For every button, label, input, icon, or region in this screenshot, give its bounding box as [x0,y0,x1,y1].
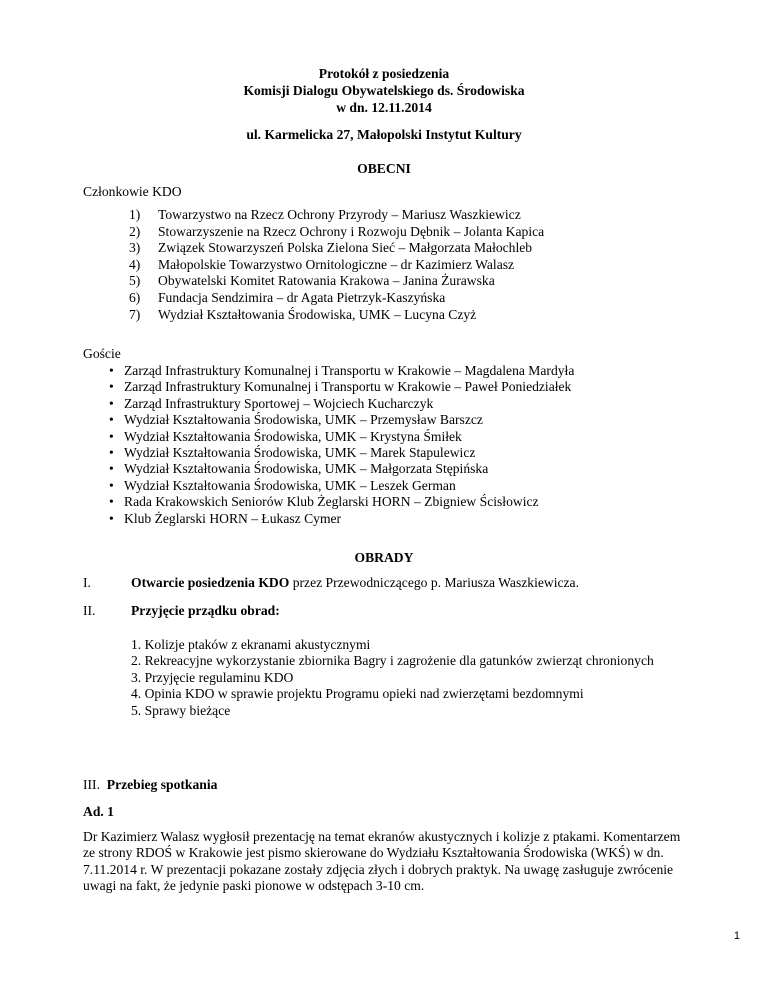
item-number: 3) [129,240,141,256]
section-bold-title: Otwarcie posiedzenia KDO [131,575,290,590]
title-line-2: Komisji Dialogu Obywatelskiego ds. Środowiska [243,83,525,98]
list-item [129,207,544,224]
item-number: 6) [129,289,141,305]
item-number: 1) [129,207,141,222]
item-text: Rada Krakowskich Seniorów Klub Żeglarski HORN – Zbigniew Ścisłowicz [124,494,539,510]
agenda-item: 2. Rekreacyjne wykorzystanie zbiornika Bagry i zagrożenie dla gatunków zwierząt chronionych [131,653,654,669]
section-text [131,575,579,591]
bullet-icon: • [109,363,114,378]
title-line-3: w dn. 12.11.2014 [336,100,432,115]
agenda-item: 5. Sprawy bieżące [131,702,231,718]
section-3 [83,777,217,793]
members-list [129,207,544,323]
bullet-icon: • [109,494,114,510]
item-text: Wydział Kształtowania Środowiska, UMK – Marek Stapulewicz [124,444,476,460]
agenda-item: 4. Opinia KDO w sprawie projektu Programu opieki nad zwierzętami bezdomnymi [131,686,584,702]
section-rest-text: przez Przewodniczącego p. Mariusza Waszkiewicza. [289,575,579,590]
item-text: Towarzystwo na Rzecz Ochrony Przyrody – Mariusz Waszkiewicz [158,207,521,222]
item-text: Wydział Kształtowania Środowiska, UMK – Krystyna Śmiłek [124,428,462,444]
list-item [106,379,574,395]
list-item [106,396,574,412]
bullet-icon: • [109,379,114,395]
list-item [129,290,544,307]
list-item [129,307,544,324]
meeting-address: ul. Karmelicka 27, Małopolski Instytut Kultury [246,127,522,142]
item-text: Obywatelski Komitet Ratowania Krakowa – Janina Żurawska [158,273,495,289]
section-number: II. [83,603,96,618]
item-text: Fundacja Sendzimira – dr Agata Pietrzyk-Kaszyńska [158,289,446,305]
section-bold-title: Przyjęcie prządku obrad: [131,603,280,618]
obrady-heading: OBRADY [354,550,414,565]
bullet-icon: • [109,477,114,493]
item-text: Małopolskie Towarzystwo Ornitologiczne – dr Kazimierz Walasz [158,256,515,272]
item-text: Zarząd Infrastruktury Komunalnej i Transportu w Krakowie – Paweł Poniedziałek [124,379,572,395]
item-text: Zarząd Infrastruktury Komunalnej i Transportu w Krakowie – Magdalena Mardyła [124,363,575,378]
ad1-heading: Ad. 1 [83,804,114,819]
body-paragraph: Dr Kazimierz Walasz wygłosił prezentację na temat ekranów akustycznych i kolizje z ptakami. Komentarzem ze strony RDOŚ w Krakowie jest pismo skierowane do Wydziału Kształtowania Środowiska (WKŚ) w dn. 7.11.2014 r. W prezentacji pokazane zostały zdjęcia złych i dobrych praktyk. Na uwagę zasługuje zwrócenie uwagi na fakt, że jedynie paski pionowe w odstępach 3-10 cm. [83,829,681,894]
guests-label: Goście [83,346,121,361]
item-number: 7) [129,306,141,322]
list-item [106,511,574,527]
list-item [129,273,544,290]
list-item [106,429,574,445]
agenda-item: 3. Przyjęcie regulaminu KDO [131,669,294,685]
title-line-1: Protokół z posiedzenia [318,66,450,81]
item-text: Związek Stowarzyszeń Polska Zielona Sieć – Małgorzata Małochleb [158,240,533,256]
item-text: Zarząd Infrastruktury Sportowej – Wojciech Kucharczyk [124,395,434,411]
section-bold-title: Przebieg spotkania [106,777,218,792]
list-item [129,224,544,241]
item-number: 2) [129,223,141,239]
members-label: Członkowie KDO [83,184,182,199]
item-text: Stowarzyszenie na Rzecz Ochrony i Rozwoju Dębnik – Jolanta Kapica [158,223,545,239]
item-number: 5) [129,273,141,289]
bullet-icon: • [109,412,114,428]
agenda-list [131,637,691,719]
item-text: Wydział Kształtowania Środowiska, UMK – Lucyna Czyż [158,306,477,322]
item-text: Wydział Kształtowania Środowiska, UMK – Przemysław Barszcz [124,412,483,428]
list-item [129,257,544,274]
bullet-icon: • [109,461,114,477]
item-text: Wydział Kształtowania Środowiska, UMK – Leszek German [124,477,456,493]
list-item [106,478,574,494]
bullet-icon: • [109,510,114,526]
list-item [106,494,574,510]
list-item [106,412,574,428]
section-text [131,603,280,619]
list-item [106,363,574,379]
bullet-icon: • [109,428,114,444]
agenda-item: 1. Kolizje ptaków z ekranami akustycznymi [131,637,371,652]
bullet-icon: • [109,444,114,460]
list-item [106,445,574,461]
bullet-icon: • [109,395,114,411]
page-number: 1 [733,930,740,942]
list-item [129,240,544,257]
list-item [106,461,574,477]
section-number: III. [83,777,100,792]
document-title [0,66,768,117]
item-text: Klub Żeglarski HORN – Łukasz Cymer [124,510,342,526]
item-text: Wydział Kształtowania Środowiska, UMK – Małgorzata Stępińska [124,461,489,477]
guests-list [106,363,574,527]
section-number: I. [83,575,91,590]
item-number: 4) [129,256,141,272]
obecni-heading: OBECNI [357,161,411,176]
